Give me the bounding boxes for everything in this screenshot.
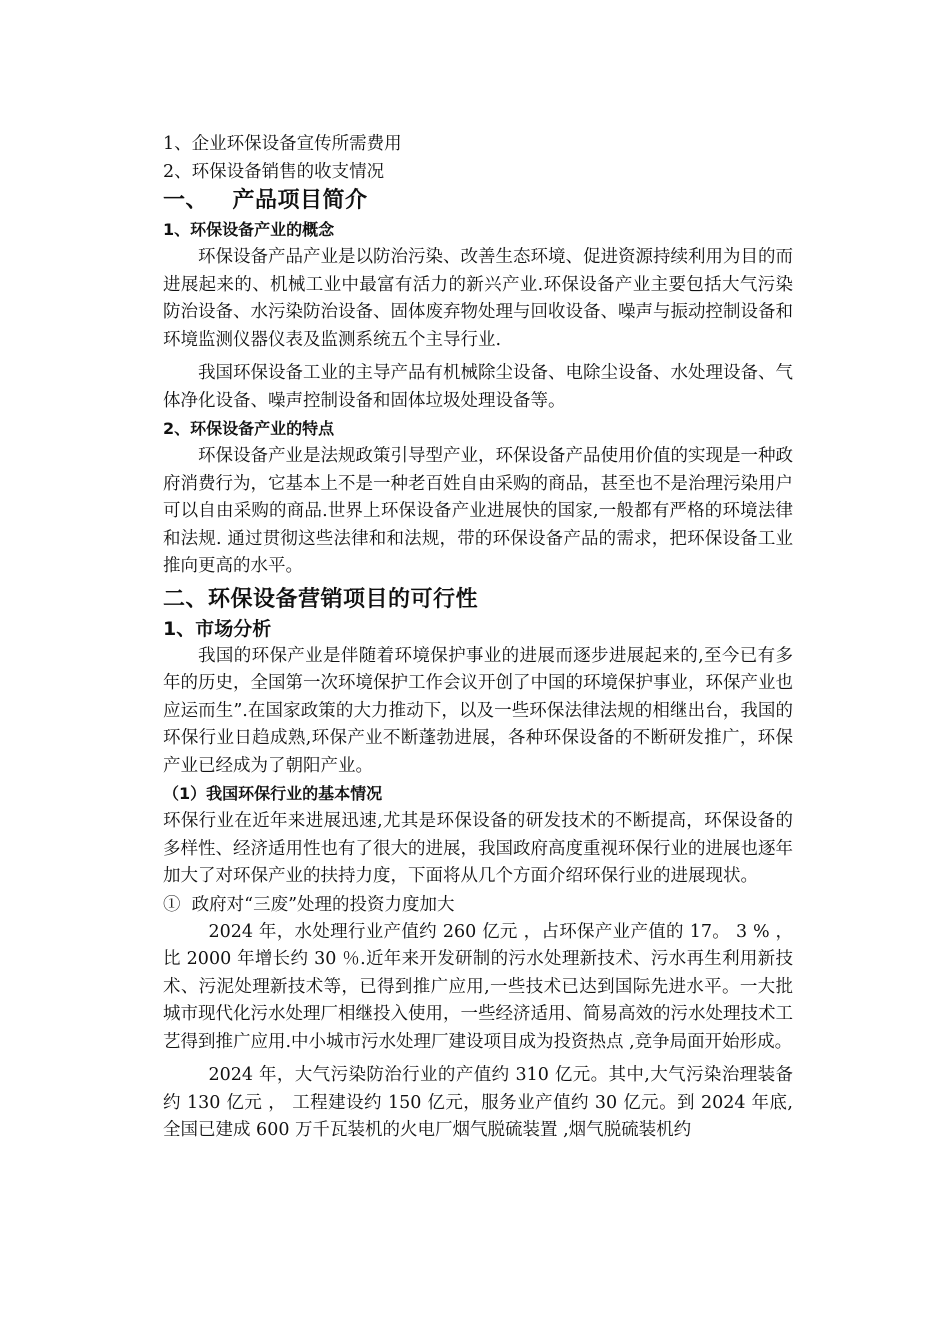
section-heading-feasibility: 二、环保设备营销项目的可行性: [163, 586, 479, 612]
section-heading-product-intro: 一、 产品项目简介: [163, 188, 368, 213]
paragraph-water-treatment: 2024 年，水处理行业产值约 260 亿元 ，占环保产业产值的 17。 3 % ，比 2000 年增长约 30 ％.近年来开发研制的污水处理新技术、污水再生利用新技术、污泥处理新技术等，已得到推广应用,一些技术已达到国际先进水平。一大批城市现代化污水处理厂相继投入使用，一些经济适用、简易高效的污水处理技术工艺得到推广应用.中小城市污水处理厂建设项目成为投资热点 ,竞争局面开始形成。: [163, 921, 793, 1052]
subheading-market-analysis: 1、市场分析: [163, 617, 272, 640]
paragraph-basic-situation: 环保行业在近年来进展迅速,尤其是环保设备的研发技术的不断提高，环保设备的多样性、经济适用性也有了很大的进展，我国政府高度重视环保行业的进展也逐年加大了对环保产业的扶持力度，下面将从几个方面介绍环保行业的进展现状。: [163, 811, 793, 886]
document-page: [163, 130, 793, 1145]
paragraph-features: 环保设备产业是法规政策引导型产业，环保设备产品使用价值的实现是一种政府消费行为，它基本上不是一种老百姓自由采购的商品，甚至也不是治理污染用户可以自由采购的商品.世界上环保设备产业进展快的国家,一般都有严格的环境法律和法规. 通过贯彻这些法律和和法规，带的环保设备产品的需求，把环保设备工业推向更高的水平。: [163, 446, 793, 576]
subheading-industry-features: 2、环保设备产业的特点: [163, 419, 335, 438]
subheading-industry-concept: 1、环保设备产业的概念: [163, 220, 335, 239]
list-item-sales-balance: 2、环保设备销售的收支情况: [163, 162, 385, 182]
paragraph-main-products: 我国环保设备工业的主导产品有机械除尘设备、电除尘设备、水处理设备、气体净化设备、噪声控制设备和固体垃圾处理设备等。: [163, 363, 793, 411]
paragraph-air-pollution: 2024 年，大气污染防治行业的产值约 310 亿元。其中,大气污染治理装备约 130 亿元 ， 工程建设约 150 亿元，服务业产值约 30 亿元。到 2024 年底,全国已建成 600 万千瓦装机的火电厂烟气脱硫装置 ,烟气脱硫装机约: [163, 1065, 793, 1140]
paragraph-concept: 环保设备产品产业是以防治污染、改善生态环境、促进资源持续利用为目的而进展起来的、机械工业中最富有活力的新兴产业.环保设备产业主要包括大气污染防治设备、水污染防治设备、固体废弃物处理与回收设备、噪声与振动控制设备和环境监测仪器仪表及监测系统五个主导行业.: [163, 247, 793, 350]
subheading-basic-situation: （1）我国环保行业的基本情况: [163, 784, 383, 803]
paragraph-market-analysis: 我国的环保产业是伴随着环境保护事业的进展而逐步进展起来的,至今已有多年的历史，全国第一次环境保护工作会议开创了中国的环境保护事业，环保产业也应运而生”.在国家政策的大力推动下，以及一些环保法律法规的相继出台，我国的环保行业日趋成熟,环保产业不断蓬勃进展，各种环保设备的不断研发推广，环保产业已经成为了朝阳产业。: [163, 645, 793, 776]
list-item-government-investment: ① 政府对“三废”处理的投资力度加大: [163, 894, 455, 915]
list-item-promotion-cost: 1、企业环保设备宣传所需费用: [163, 134, 402, 154]
